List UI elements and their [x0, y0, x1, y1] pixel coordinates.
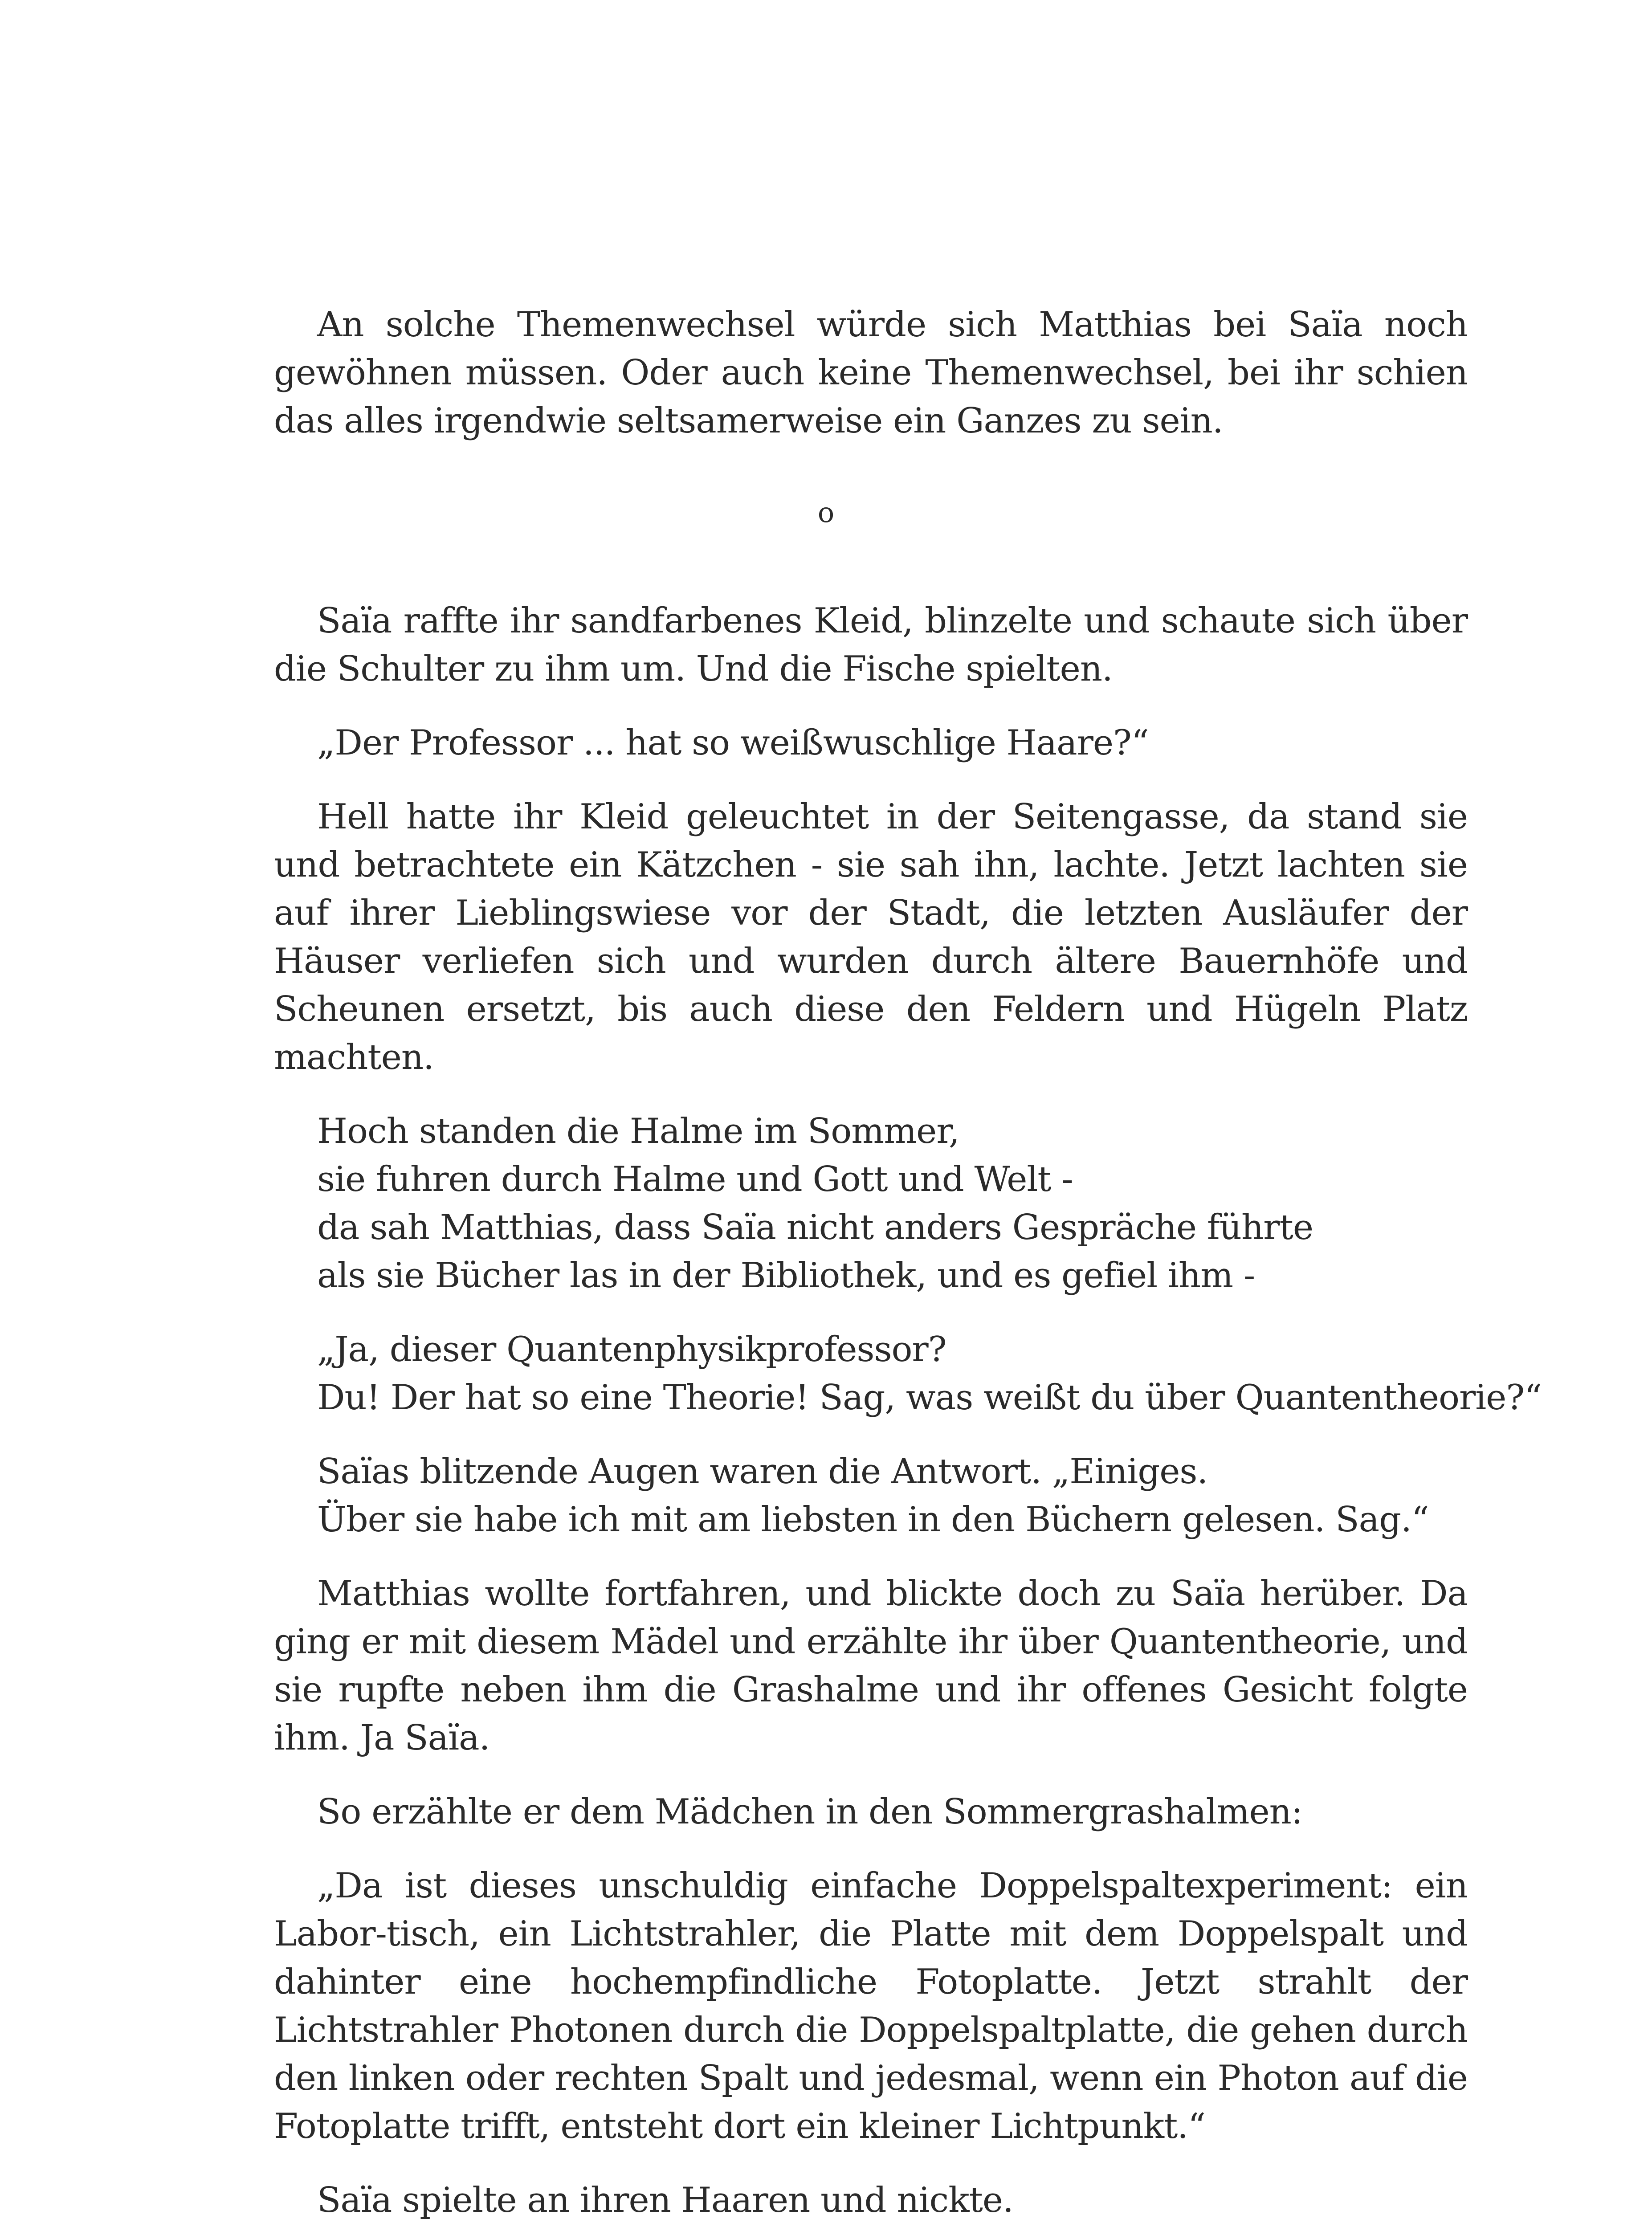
verse-antwort — [274, 1448, 1468, 1544]
verse-line: als sie Bücher las in der Bibliothek, und es gefiel ihm - — [317, 1256, 1255, 1296]
verse-line: Hoch standen die Halme im Sommer, — [317, 1111, 959, 1151]
text-section-main — [274, 597, 1542, 2224]
text-section-top — [274, 301, 1468, 445]
verse-line: Du! Der hat so eine Theorie! Sag, was weißt du über Quantentheorie?“ — [317, 1378, 1542, 1418]
paragraph-doppelspalt: „Da ist dieses unschuldig einfache Doppelspaltexperiment: ein Labor-tisch, ein Lichtstrahler, die Platte mit dem Doppelspalt und dahinter eine hochempfindliche Fotoplatte. Jetzt strahlt der Lichtstrahler Photonen durch die Doppelspaltplatte, die gehen durch den linken oder rechten Spalt und jedesmal, wenn ein Photon auf die Fotoplatte trifft, entsteht dort ein kleiner Lichtpunkt.“ — [274, 1866, 1468, 2146]
paragraph-professor-question: „Der Professor ... hat so weißwuschlige Haare?“ — [317, 723, 1149, 763]
verse-line: sie fuhren durch Halme und Gott und Welt - — [317, 1159, 1073, 1199]
verse-quantenphysik — [274, 1326, 1542, 1422]
verse-line: „Ja, dieser Quantenphysikprofessor? — [317, 1330, 946, 1370]
paragraph-saia-nickte: Saïa spielte an ihren Haaren und nickte. — [317, 2180, 1013, 2220]
paragraph-matthias-fortfahren: Matthias wollte fortfahren, und blickte doch zu Saïa herüber. Da ging er mit diesem Mädel und erzählte ihr über Quantentheorie, und sie rupfte neben ihm die Grashalme und ihr offenes Gesicht folgte ihm. Ja Saïa. — [274, 1574, 1468, 1758]
paragraph-kleid: Saïa raffte ihr sandfarbenes Kleid, blinzelte und schaute sich über die Schulter zu ihm um. Und die Fische spielten. — [274, 601, 1468, 689]
verse-halme — [274, 1107, 1468, 1300]
paragraph-sommergrashalmen: So erzählte er dem Mädchen in den Sommergrashalmen: — [317, 1792, 1303, 1832]
verse-line: Über sie habe ich mit am liebsten in den Büchern gelesen. Sag.“ — [317, 1500, 1429, 1540]
paragraph-themenwechsel: An solche Themenwechsel würde sich Matthias bei Saïa noch gewöhnen müssen. Oder auch keine Themenwechsel, bei ihr schien das alles irgendwie seltsamerweise ein Ganzes zu sein. — [274, 305, 1468, 441]
verse-line: Saïas blitzende Augen waren die Antwort. „Einiges. — [317, 1452, 1208, 1492]
section-separator: o — [817, 496, 835, 529]
paragraph-seitengasse: Hell hatte ihr Kleid geleuchtet in der Seitengasse, da stand sie und betrachtete ein Kätzchen - sie sah ihn, lachte. Jetzt lachten sie auf ihrer Lieblingswiese vor der Stadt, die letzten Ausläufer der Häuser verliefen sich und wurden durch ältere Bauernhöfe und Scheunen ersetzt, bis auch diese den Feldern und Hügeln Platz machten. — [274, 797, 1468, 1077]
verse-line: da sah Matthias, dass Saïa nicht anders Gespräche führte — [317, 1207, 1313, 1248]
